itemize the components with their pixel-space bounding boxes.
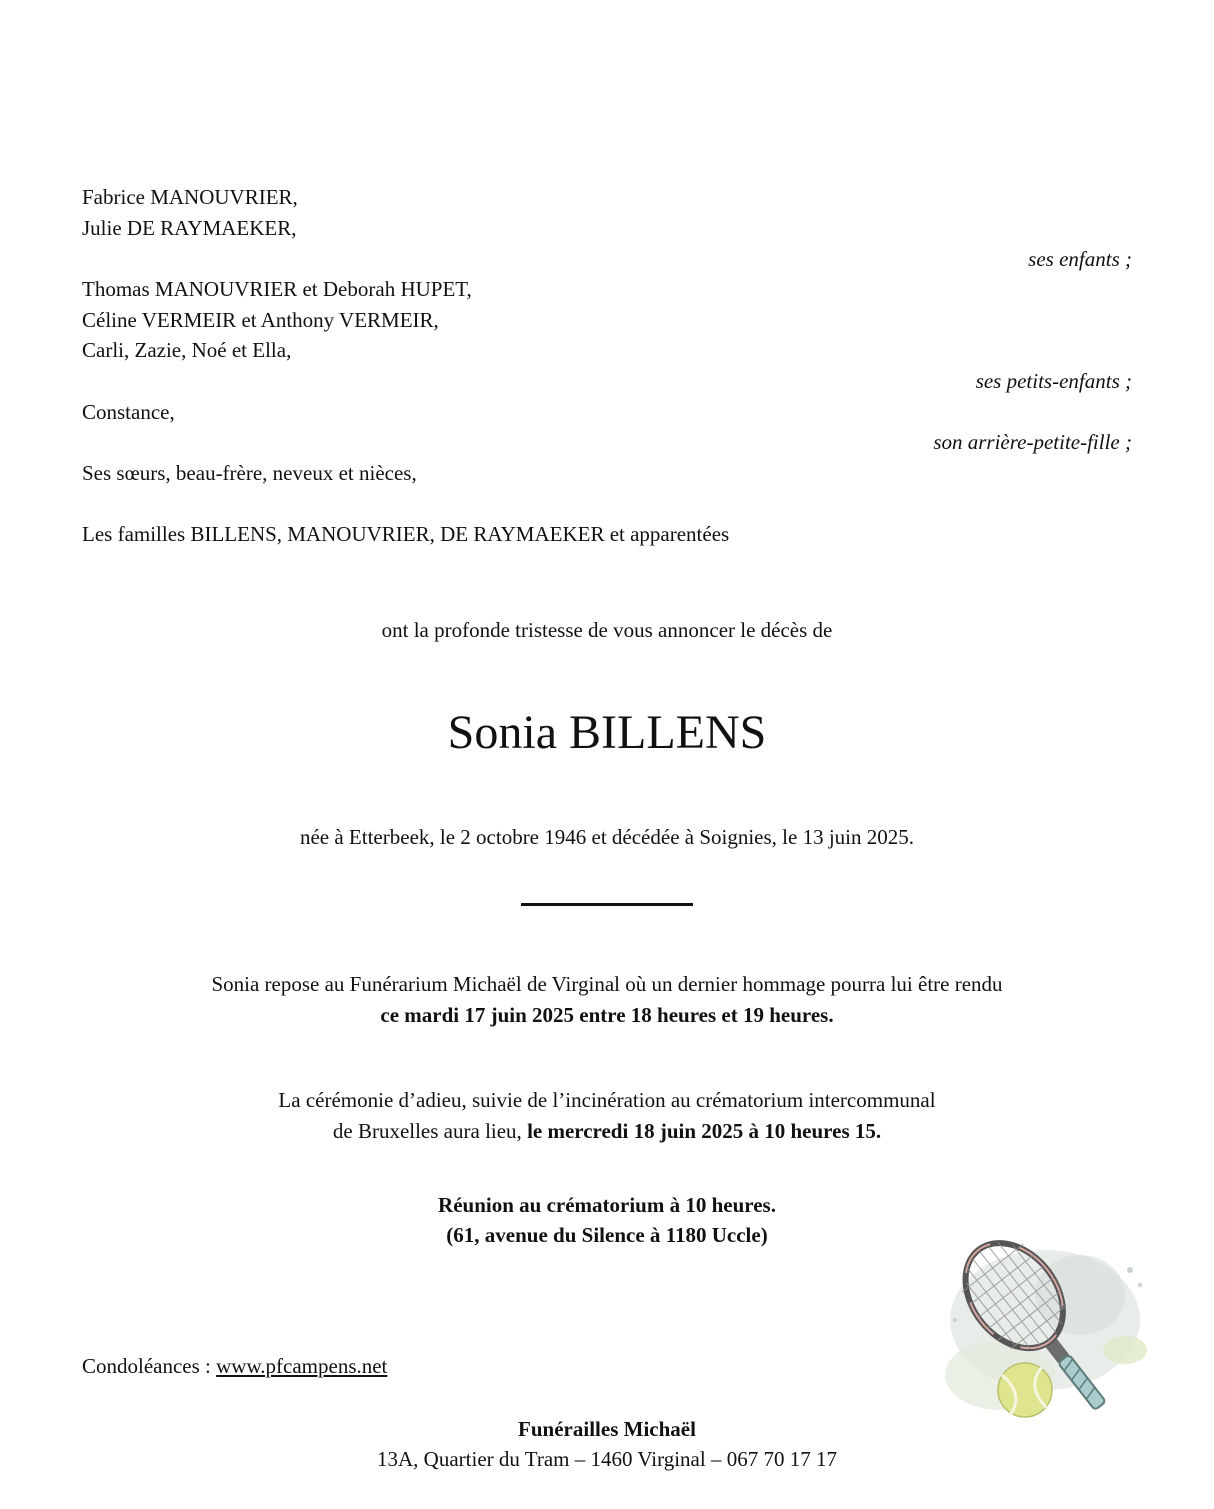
condolences-label: Condoléances : [82,1354,217,1378]
announcement: ont la profonde tristesse de vous annoncer le décès de [381,618,833,642]
condolences-link[interactable]: www.pfcampens.net [216,1354,388,1378]
families-line: Les familles BILLENS, MANOUVRIER, DE RAYMAEKER et apparentées [82,522,730,546]
condolences-line [82,1353,387,1379]
grandchild-line-1: Thomas MANOUVRIER et Deborah HUPET, [82,277,472,301]
birth-death-dates: née à Etterbeek, le 2 octobre 1946 et décédée à Soignies, le 13 juin 2025. [299,825,915,849]
ceremony-line-2 [0,1118,1214,1144]
funeral-home-address: 13A, Quartier du Tram – 1460 Virginal – 067 70 17 17 [377,1447,837,1471]
great-grandchild-name: Constance, [82,400,175,424]
siblings-line: Ses sœurs, beau-frère, neveux et nièces, [82,461,417,485]
ceremony-line-2-prefix: de Bruxelles aura lieu, [332,1119,528,1143]
grandchildren-label: ses petits-enfants ; [975,369,1132,393]
child-name-1: Fabrice MANOUVRIER, [82,185,298,209]
separator-rule [521,903,693,906]
visitation-line-1: Sonia repose au Funérarium Michaël de Virginal où un dernier hommage pourra lui être rendu [211,972,1003,996]
child-name-2: Julie DE RAYMAEKER, [82,216,297,240]
visitation-line-2: ce mardi 17 juin 2025 entre 18 heures et 19 heures. [380,1003,834,1027]
ceremony-line-1: La cérémonie d’adieu, suivie de l’incinération au crématorium intercommunal [278,1088,936,1112]
ceremony-date: le mercredi 18 juin 2025 à 10 heures 15. [527,1119,882,1143]
funeral-home-name: Funérailles Michaël [518,1417,696,1441]
tennis-racket-and-ball-icon [930,1225,1160,1440]
meeting-line-1: Réunion au crématorium à 10 heures. [438,1193,776,1217]
children-label: ses enfants ; [1028,247,1132,271]
great-grandchild-label: son arrière-petite-fille ; [933,430,1132,454]
meeting-address: (61, avenue du Silence à 1180 Uccle) [446,1223,768,1247]
grandchild-line-3: Carli, Zazie, Noé et Ella, [82,338,292,362]
grandchild-line-2: Céline VERMEIR et Anthony VERMEIR, [82,308,439,332]
deceased-name: Sonia BILLENS [447,706,767,759]
